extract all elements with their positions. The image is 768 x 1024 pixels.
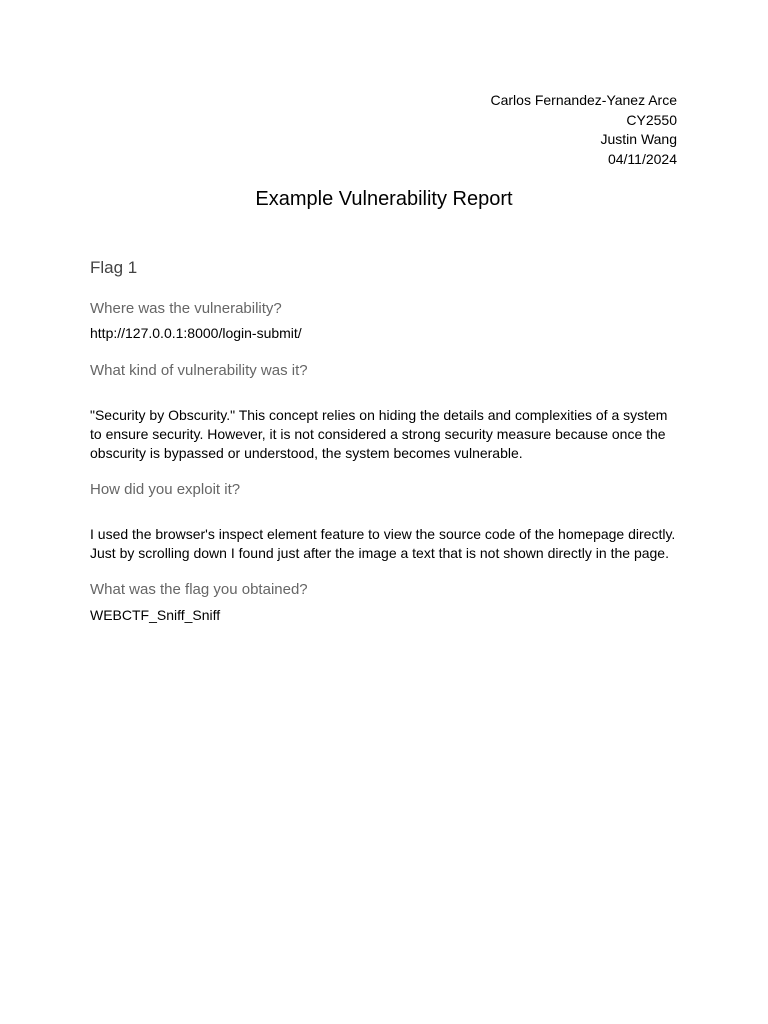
flag-heading: Flag 1 [90,258,138,277]
course-code: CY2550 [626,111,677,128]
answer-location: http://127.0.0.1:8000/login-submit/ [90,325,302,341]
answer-exploit-method: I used the browser's inspect element feature to view the source code of the homepage directly. Just by scrolling down I found just after the image a text that is not shown directly in the page. [90,526,676,561]
page-title: Example Vulnerability Report [255,188,513,210]
answer-vulnerability-type: "Security by Obscurity." This concept relies on hiding the details and complexities of a system to ensure security. However, it is not considered a strong security measure because once the obscurity is bypassed or understood, the system becomes vulnerable. [90,407,668,461]
question-vulnerability-type: What kind of vulnerability was it? [90,362,308,379]
report-date: 04/11/2024 [607,150,677,167]
author-name: Carlos Fernandez-Yanez Arce [490,92,677,108]
question-flag-obtained: What was the flag you obtained? [90,581,308,598]
answer-flag-obtained: WEBCTF_Sniff_Sniff [90,607,221,623]
question-location: Where was the vulnerability? [90,300,282,317]
author-header [491,91,678,169]
question-exploit-method: How did you exploit it? [90,481,241,498]
instructor-name: Justin Wang [600,131,677,147]
